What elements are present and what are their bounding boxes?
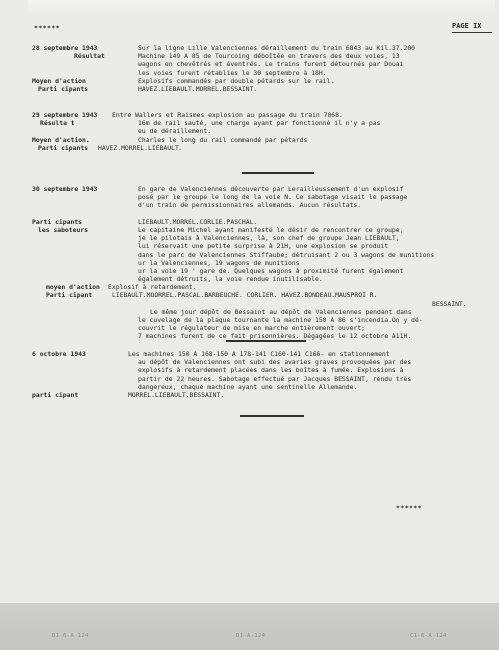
section-separator	[242, 172, 314, 176]
entry-text: lui réservait une petite surprise à 21H, une explosion se produit	[138, 242, 389, 251]
page-number: PAGE IX	[452, 22, 482, 30]
entry-text: eu de déraillement.	[138, 127, 212, 136]
entry-text: ur la Valenciennes, 19 wagons de munitions	[138, 258, 300, 267]
entry-text: Le capitaine Michel ayant manifesté le désir de rencontrer ce groupe,	[138, 225, 404, 234]
result-label: Résulta t	[40, 119, 75, 128]
participants-label: Parti cipants	[38, 84, 89, 93]
scan-top-edge	[28, 0, 495, 14]
entry-text: 16m de rail sauté, une charge ayant par fonctionné il n'y a pas	[138, 119, 381, 128]
means-label: moyen d'action	[46, 283, 100, 292]
entry-text: ur la voie 19 ' gare de. Quelques wagons à proximité furent également	[138, 266, 404, 275]
participant-names: HAVEZ.MORREL.LIEBAULT.	[98, 143, 183, 152]
entry-text: explosifs à retardement placées dans les boîtes à fumée. Explosions à	[138, 366, 404, 375]
entry-text: au dépôt de Valenciennes ont subi des avaries graves provoquées par des	[138, 358, 412, 367]
entry-date: 28 septembre 1943	[32, 44, 98, 52]
means-label: Moyen d'action.	[32, 135, 90, 144]
entry-text: également détruits, la voie rendue inutilisable.	[138, 275, 323, 284]
page-number-underline	[452, 32, 492, 33]
entry-text: Explosif à retardement.	[108, 283, 197, 292]
entry-text: posé par le groupe le long de la voie N. Ce sabotage visait le passage	[138, 193, 408, 202]
entry-text: Les machines 150 A 168-150 A 178-141 C160-141 C166- en stationnement	[128, 350, 390, 358]
participant-label: parti cipant	[32, 390, 79, 399]
footer-stars: ******	[396, 504, 423, 512]
entry-date: 30 septembre 1943	[32, 185, 98, 193]
entry-text: le cuvelage de la plaque tournante la machine 150 A 86 s'incendia.On y dé-	[138, 316, 423, 324]
entry-text: dangereux, chaque machine ayant une sentinelle Allemande.	[138, 382, 358, 391]
entry-text: dans le parc de Valenciennes Stiffaube; détruisant 2 ou 3 wagons de munitions	[138, 250, 435, 259]
participant-names: MORREL.LIEBAULT.BESSAINT.	[128, 390, 225, 399]
entry-text: Le même jour dépôt de Bessaint au dépôt de Valenciennes pendant dans	[150, 307, 412, 316]
entry-text: couvrit le régulateur de mise en marche entièrement ouvert;	[138, 324, 366, 333]
entry-text: d'un train de permissionnaires allemands. Aucun résultats.	[138, 201, 362, 210]
entry-6-octobre	[32, 350, 494, 399]
entry-text: les voies furent rétablies le 30 septembre à 18H.	[138, 68, 327, 77]
entry-text: Charles le long du rail commandé par pétards	[138, 135, 308, 144]
scan-bottom-edge	[0, 603, 499, 650]
participant-names: HAVEZ.LIEBAULT.MORREL.BESSAINT.	[138, 84, 258, 93]
entry-text: Entre Wallers et Raismes explosion au passage du train 7068.	[112, 111, 343, 119]
entry-text: Sur la ligne Lille Valenciennes déraillement du train 6843 au Kil.37.200	[138, 44, 416, 52]
participant-names: BESSAINT.	[432, 299, 467, 308]
section-separator	[226, 340, 306, 344]
result-label: Résultat	[74, 52, 105, 61]
entry-text: partir de 22 heures. Sabotage effectué par Jacques BESSAINT, rendu très	[138, 374, 412, 383]
entry-text: Explosifs commandés par double pétards sur le rail.	[138, 76, 335, 85]
archive-stamp: D1-A-124	[236, 633, 266, 639]
participant-names: LIEBAULT.MORREL.CORLIE.PASCHAL.	[138, 217, 258, 226]
participant-names: LIEBAULT.MOORREL.PASCAL.BARBEUCHE. CORLIER. HAVEZ.BONDEAU.MAUSPROI R.	[112, 291, 378, 300]
entry-date: 29 septembre 1943	[32, 111, 98, 119]
entry-text: 7 machines furent de ce fait prisonnières. Dégagées le 12 octobre à11H.	[138, 332, 412, 341]
entry-date: 6 octobre 1943	[32, 350, 86, 358]
section-separator	[240, 415, 304, 417]
means-label: Moyen d'action	[32, 76, 86, 85]
entry-28-septembre	[32, 44, 494, 93]
participants-label: Parti cipants	[38, 143, 89, 152]
saboteurs-label: les saboteurs	[38, 225, 89, 234]
header-stars: ******	[34, 24, 61, 32]
archive-stamp: D1-6-A 124	[52, 633, 89, 639]
participant-label: Parti cipant	[46, 291, 93, 300]
entry-text: Machine 149 A 85 de Tourcoing déboîtée en travers des deux voies, 13	[138, 52, 400, 61]
entry-text: En gare de Valenciennes découverte par Lerailleussement d'un explosif	[138, 185, 404, 193]
entry-text: wagons en chevêtrés et éventrés. Le trains furent détournés par Douai	[138, 60, 404, 69]
entry-text: je le pilotais à Valenciennes, là, son chef de groupe Jean LIEBAULT,	[138, 234, 400, 243]
entry-30-septembre	[32, 185, 494, 341]
entry-29-septembre	[32, 111, 494, 152]
participants-label: Parti cipants	[32, 217, 83, 226]
archive-stamp: C1-6-A 124	[410, 633, 447, 639]
